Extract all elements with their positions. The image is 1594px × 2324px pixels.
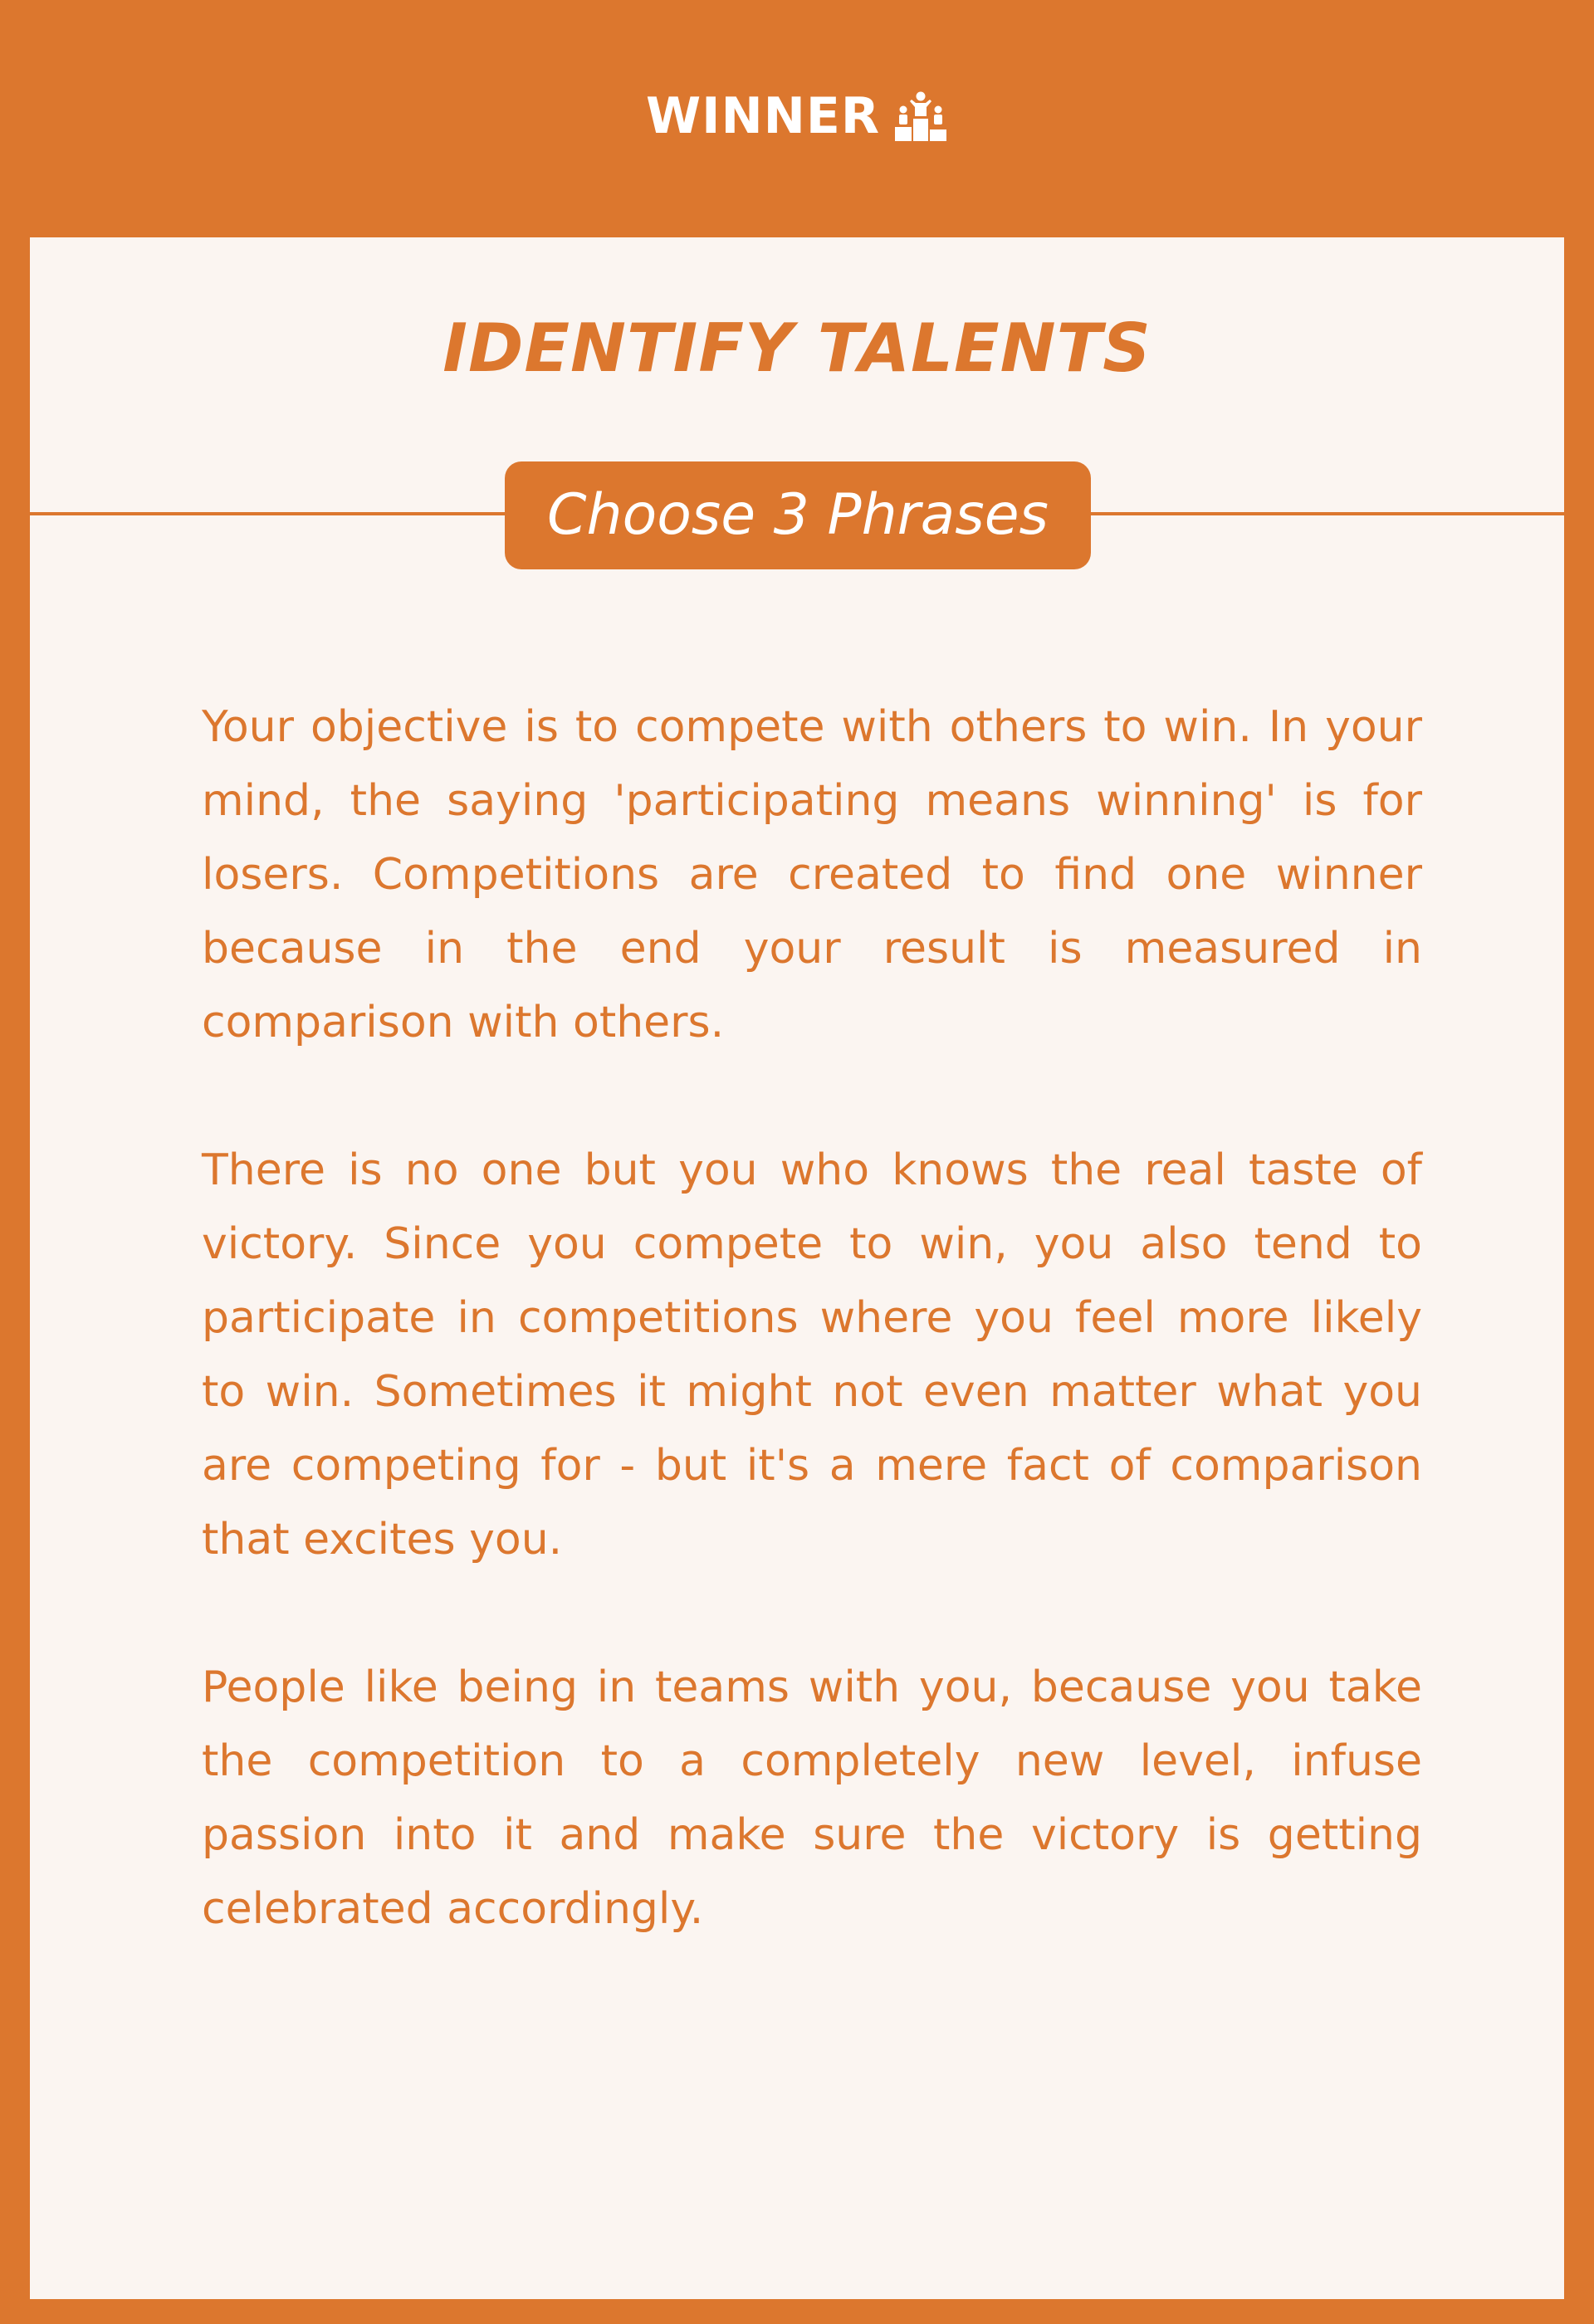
card-title: IDENTIFY TALENTS [443, 310, 1151, 387]
paragraph: People like being in teams with you, because you take the competition to a completely new level, infuse passion into it and make sure the victory is getting celebrated accordingly. [202, 1662, 1422, 1934]
header-bar [0, 0, 1594, 237]
brand [646, 87, 948, 145]
paragraph: There is no one but you who knows the real taste of victory. Since you compete to win, you also tend to participate in competitions where you feel more likely to win. Sometimes it might not even matter what you are competing for - but it's a mere fact of comparison that excites you. [202, 1145, 1422, 1565]
talent-card [30, 237, 1564, 2299]
paragraph: Your objective is to compete with others to win. In your mind, the saying 'participating means winning' is for losers. Competitions are created to find one winner because in the end your result is measured in comparison with others. [202, 702, 1422, 1047]
description [202, 691, 1422, 1946]
brand-title: WINNER [645, 87, 881, 145]
podium-icon [893, 91, 948, 141]
choose-phrases-badge: Choose 3 Phrases [505, 461, 1091, 569]
